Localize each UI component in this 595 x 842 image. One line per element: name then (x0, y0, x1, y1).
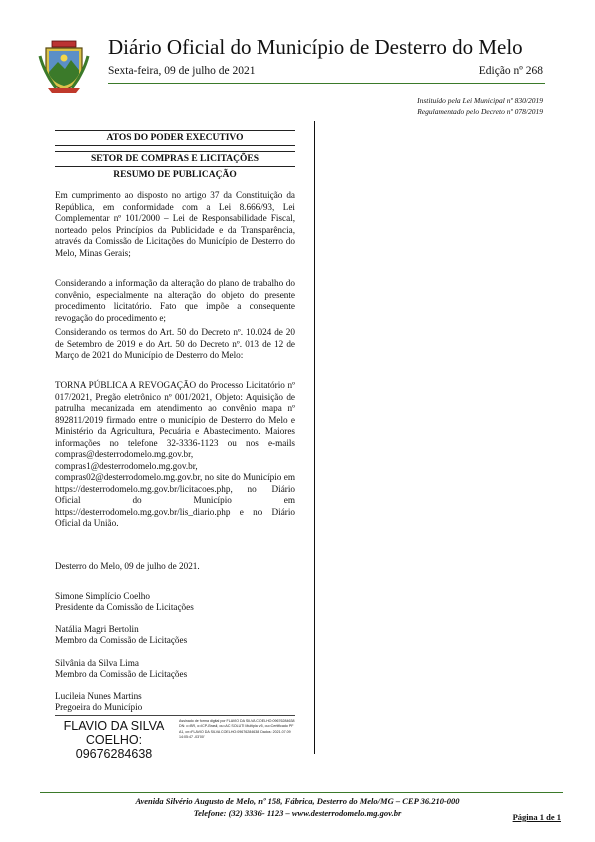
section-heading-executive: ATOS DO PODER EXECUTIVO (55, 130, 295, 146)
digital-signature-details: Assinado de forma digital por FLAVIO DA SILVA COELHO:09676284638 DN: c=BR, o=ICP-Brasil, ou=AC SOLUTI Multipla v5, ou=Certificado PF A1, cn=FLAVIO DA SILVA COELHO:09676284638 Dados: 2021.07.09 14:05:47 -03'00' (179, 719, 295, 740)
institution-law: Instituído pela Lei Municipal nº 830/2019 (417, 96, 543, 105)
municipal-crest-icon (36, 38, 92, 94)
summary-title: RESUMO DE PUBLICAÇÃO (113, 170, 237, 180)
paragraph-revocation (55, 380, 295, 530)
signatory-name: Natália Magri Bertolin (55, 624, 139, 634)
footer-divider (40, 792, 563, 793)
institution-note (417, 96, 543, 117)
digital-signature-name-line: COELHO: (85, 733, 143, 747)
signatory-role: Pregoeira do Município (55, 702, 143, 712)
signatory-name: Lucileia Nunes Martins (55, 691, 142, 701)
gazette-title: Diário Oficial do Município de Desterro do Melo (108, 35, 523, 59)
footer-contact: Telefone: (32) 3336- 1123 – www.desterrodomelo.mg.gov.br (193, 808, 402, 818)
signatory-role: Presidente da Comissão de Licitações (55, 602, 194, 612)
section-heading-purchasing: SETOR DE COMPRAS E LICITAÇÕES (55, 151, 295, 167)
signatory-name: Silvânia da Silva Lima (55, 658, 139, 668)
digital-signature-name (55, 719, 173, 761)
edition-number: Edição nº 268 (478, 65, 543, 77)
header-divider (108, 83, 545, 84)
signatory-role: Membro da Comissão de Licitações (55, 635, 188, 645)
column-divider (314, 121, 315, 754)
paragraph-date-place: Desterro do Melo, 09 de julho de 2021. (55, 561, 200, 571)
signatory-name: Simone Simplício Coelho (55, 591, 150, 601)
digital-signature-name-line: FLAVIO DA SILVA (63, 719, 165, 733)
page-number: Página 1 de 1 (512, 812, 561, 822)
paragraph-considering-2: Considerando os termos do Art. 50 do Decreto nº. 10.024 de 20 de Setembro de 2019 e do Art. 50 do Decreto nº. 013 de 12 de Março de 2021 do Município de Desterro do Melo: (55, 327, 295, 360)
revocation-text: do Processo Licitatório nº 017/2021, Pregão eletrônico nº 001/2021, Objeto: Aquisição de patrulha mecanizada em atendimento ao convênio mapa nº 892811/2019 firmado entre o município de Desterro do Melo e Ministério da Agricultura, Pecuária e Abastecimento. Maiores informações no telefone 32-3336-1123 ou nos e-mails compras@desterrodomelo.mg.gov.br, compras1@desterrodomelo.mg.gov.br, compras02@desterrodomelo.mg.gov.br, no site do Município em https://desterrodomelo.mg.gov.br/licitacoes.php, no Diário Oficial do Município em https://desterrodomelo.mg.gov.br/lis_diario.php e no Diário Oficial da União. (55, 380, 295, 528)
digital-signature-id: 09676284638 (75, 747, 153, 761)
paragraph-considering-1: Considerando a informação da alteração do plano de trabalho do convênio, especialmente na alteração do objeto do presente procedimento licitatório. Fato que impõe a consequente revogação do procedimento e; (55, 278, 295, 323)
publication-date: Sexta-feira, 09 de julho de 2021 (108, 65, 256, 77)
signatory-role: Membro da Comissão de Licitações (55, 669, 188, 679)
digital-signature-block (55, 715, 295, 761)
institution-decree: Regulamentado pelo Decreto nº 078/2019 (417, 106, 543, 116)
footer-address: Avenida Silvério Augusto de Melo, nº 158, Fábrica, Desterro do Melo/MG – CEP 36.210-000 (135, 796, 460, 806)
paragraph-intro: Em cumprimento ao disposto no artigo 37 da Constituição da República, em conformidade com a Lei 8.666/93, Lei Complementar nº 101/2000 – Lei de Responsabilidade Fiscal, norteado pelos Princípios da Publicidade e da Transparência, através da Comissão de Licitações do Município de Desterro do Melo, Minas Gerais; (55, 190, 295, 258)
revocation-lead: TORNA PÚBLICA A REVOGAÇÃO (55, 380, 197, 390)
